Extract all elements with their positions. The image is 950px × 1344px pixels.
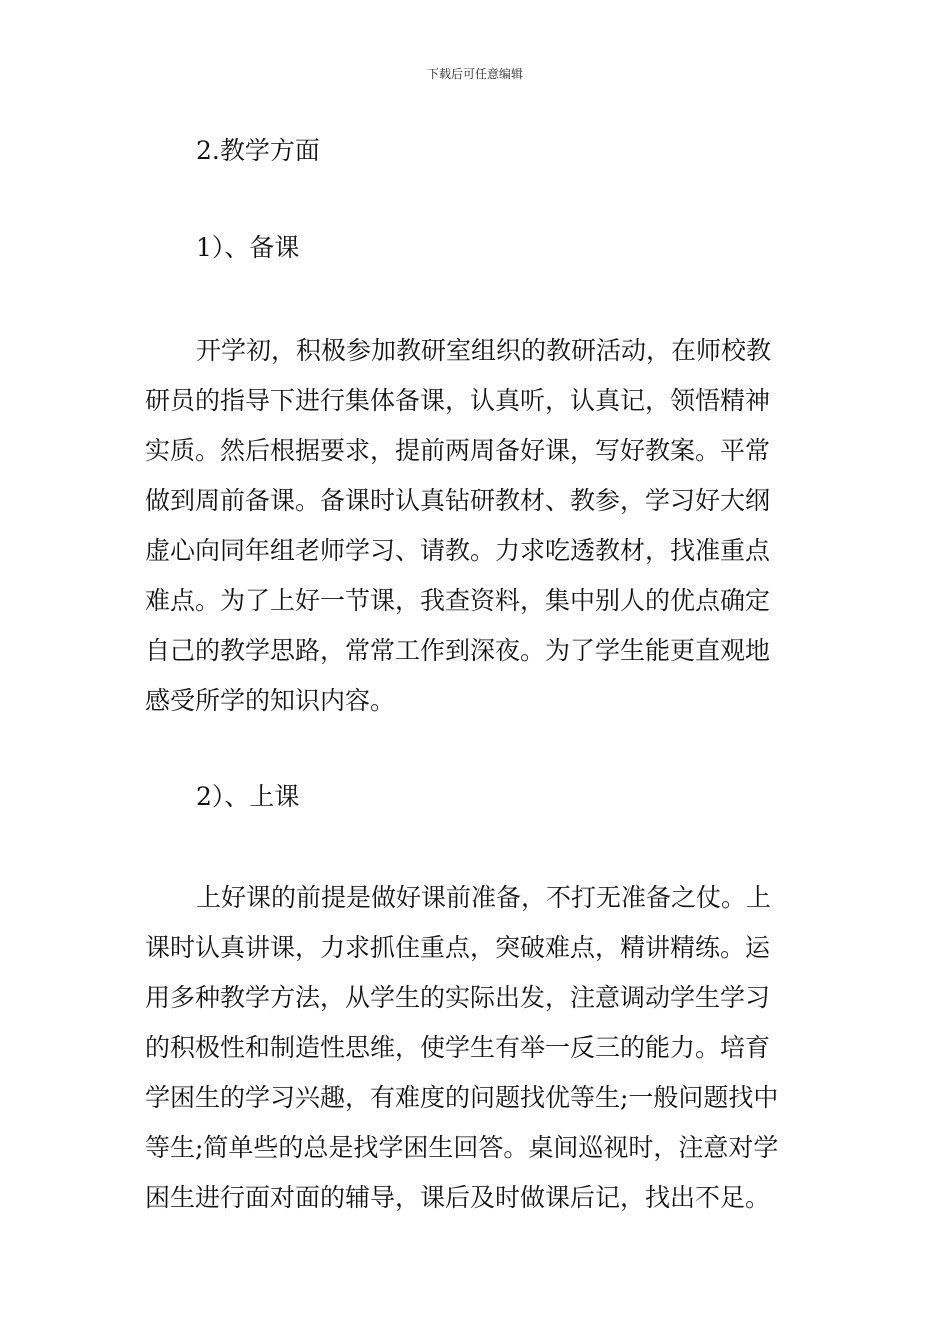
paragraph-line: 困生进行面对面的辅导，课后及时做课后记，找出不足。 [145,1183,771,1212]
paragraph-line: 用多种教学方法，从学生的实际出发，注意调动学生学习 [145,983,771,1012]
lesson-prep-paragraph [145,333,811,733]
paragraph-line: 难点。为了上好一节课，我查资料，集中别人的优点确定 [145,586,771,615]
paragraph-line: 课时认真讲课，力求抓住重点，突破难点，精讲精练。运 [145,933,771,962]
paragraph-line: 的积极性和制造性思维，使学生有举一反三的能力。培育 [145,1033,771,1062]
section-heading: 2.教学方面 [196,136,320,165]
teaching-paragraph [145,880,811,1230]
paragraph-line: 研员的指导下进行集体备课，认真听，认真记，领悟精神 [145,386,771,415]
paragraph-line: 自己的教学思路，常常工作到深夜。为了学生能更直观地 [145,636,771,665]
paragraph-line: 做到周前备课。备课时认真钻研教材、教参，学习好大纲 [145,486,771,515]
page-header-note: 下载后可任意编辑 [426,67,523,81]
subsection-heading-lesson-prep: 1）、备课 [196,233,300,262]
paragraph-line: 学困生的学习兴趣，有难度的问题找优等生;一般问题找中 [145,1083,779,1112]
paragraph-line: 虚心向同年组老师学习、请教。力求吃透教材，找准重点 [145,536,771,565]
paragraph-line: 上好课的前提是做好课前准备，不打无准备之仗。上 [196,883,772,912]
subsection-heading-teaching: 2）、上课 [196,782,300,811]
paragraph-line: 等生;简单些的总是找学困生回答。桌间巡视时，注意对学 [145,1133,779,1162]
paragraph-line: 感受所学的知识内容。 [145,686,396,715]
paragraph-line: 实质。然后根据要求，提前两周备好课，写好教案。平常 [145,436,771,465]
paragraph-line: 开学初，积极参加教研室组织的教研活动，在师校教 [196,336,772,365]
